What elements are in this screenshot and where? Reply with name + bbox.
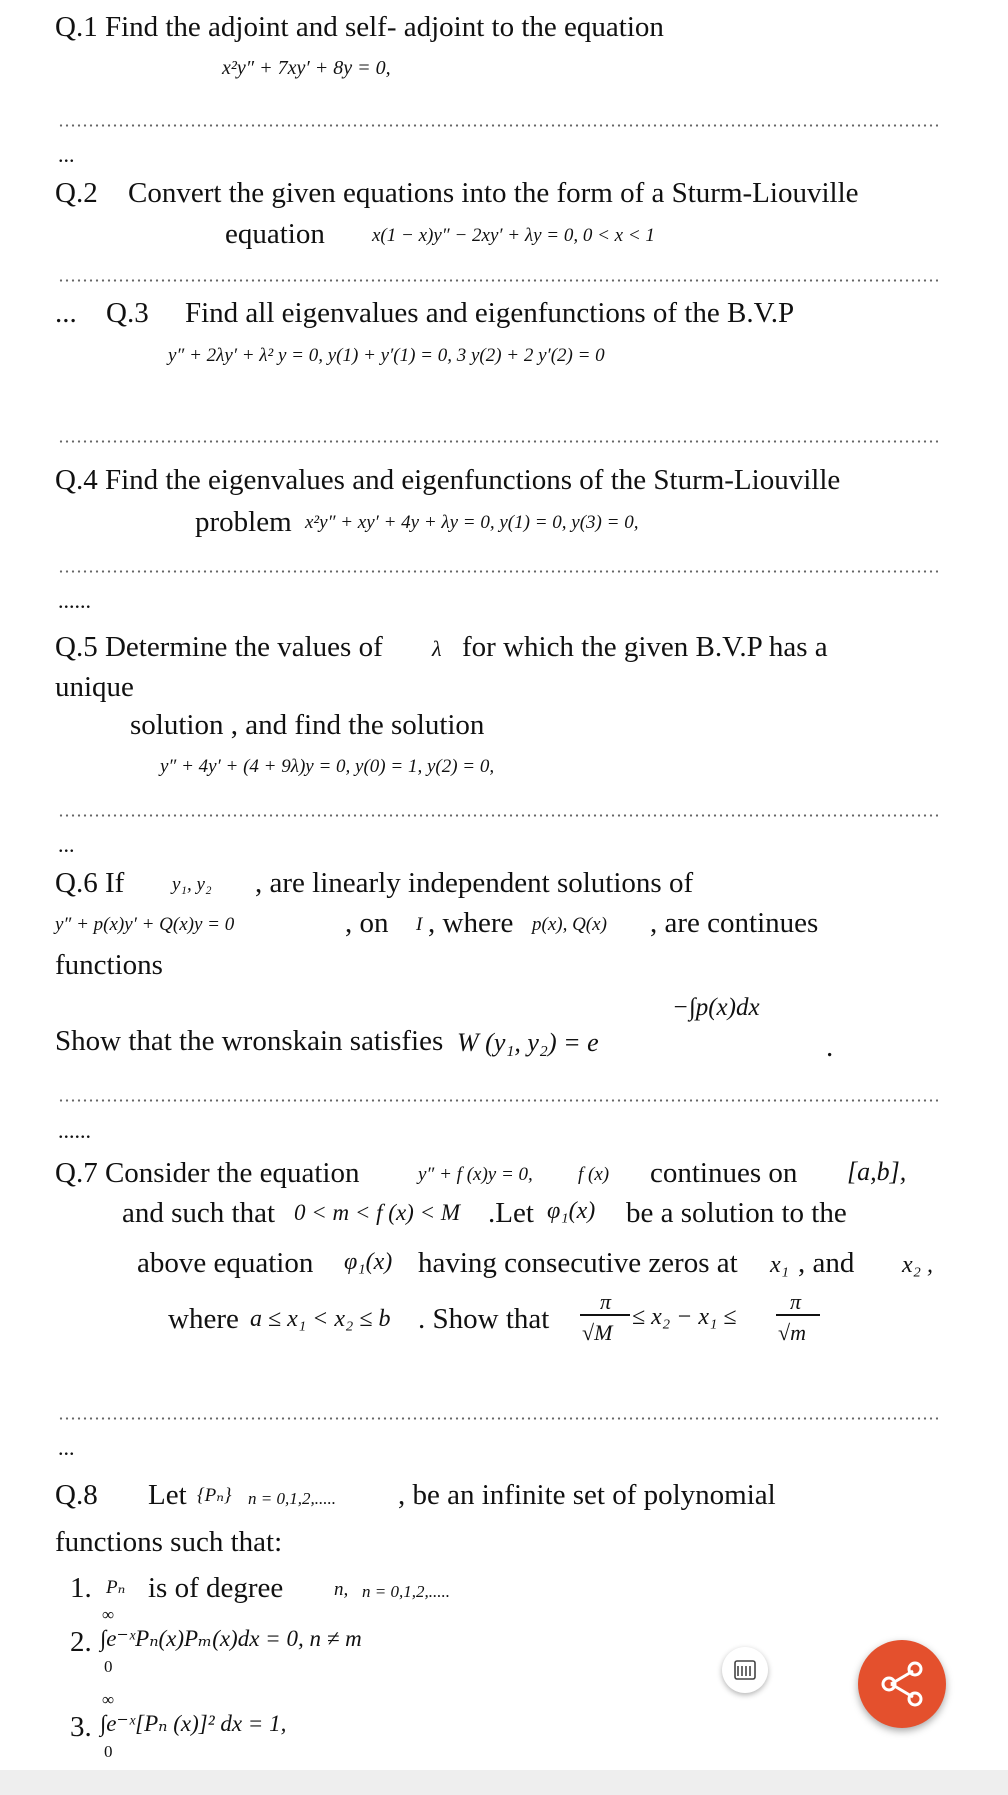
q7-line2-b: .Let bbox=[488, 1197, 534, 1229]
q8-item2-upper: ∞ bbox=[102, 1605, 115, 1624]
list-button[interactable] bbox=[722, 1647, 768, 1693]
separator-tail: ...... bbox=[58, 1118, 91, 1143]
q3-label: Q.3 bbox=[106, 297, 149, 329]
q7-interval: [a,b], bbox=[847, 1157, 907, 1186]
q8-item3-num: 3. bbox=[70, 1711, 92, 1743]
q8-text-a: Let bbox=[148, 1479, 187, 1511]
q7-phi-2: φ₁(x) bbox=[344, 1249, 393, 1275]
q6-vars: y₁, y₂ bbox=[172, 874, 212, 895]
q2-equation: x(1 − x)y″ − 2xy′ + λy = 0, 0 < x < 1 bbox=[372, 225, 655, 246]
separator bbox=[58, 124, 938, 127]
q7-text-a: Q.7 Consider the equation bbox=[55, 1157, 360, 1189]
q6-text-3: Show that the wronskain satisfies bbox=[55, 1025, 444, 1057]
q8-index: n = 0,1,2,..... bbox=[248, 1489, 336, 1508]
q5-text-b: for which the given B.V.P has a bbox=[462, 631, 828, 663]
q6-wronskian: W (y₁, y₂) = e bbox=[457, 1028, 599, 1057]
q8-item2-num: 2. bbox=[70, 1626, 92, 1658]
q7-sqrt-m: √m bbox=[778, 1320, 806, 1345]
q8-item2-lower: 0 bbox=[104, 1657, 113, 1676]
q7-x2: x₂ , bbox=[902, 1252, 933, 1278]
list-icon bbox=[722, 1647, 768, 1693]
q3-prefix: ... bbox=[55, 297, 77, 329]
q8-item1-n: n, bbox=[334, 1579, 349, 1600]
q4-text-2: problem bbox=[195, 506, 292, 538]
q8-item2-integral: ∫e⁻ˣPₙ(x)Pₘ(x)dx = 0, n ≠ m bbox=[100, 1626, 362, 1651]
q6-period: . bbox=[826, 1031, 834, 1063]
q8-item3-lower: 0 bbox=[104, 1742, 113, 1761]
q7-inequality: 0 < m < f (x) < M bbox=[294, 1200, 460, 1225]
q8-item3-integral: ∫e⁻ˣ[Pₙ (x)]² dx = 1, bbox=[100, 1711, 287, 1736]
q7-equation: y″ + f (x)y = 0, bbox=[418, 1164, 533, 1185]
q8-item1-p: Pₙ bbox=[106, 1577, 126, 1598]
q7-pi-right: π bbox=[790, 1289, 802, 1314]
q6-text-2: functions bbox=[55, 949, 163, 981]
q7-line4-a: where bbox=[168, 1303, 239, 1335]
separator-tail: ... bbox=[58, 832, 75, 857]
q8-set: {Pₙ} bbox=[197, 1485, 232, 1506]
q8-item1-num: 1. bbox=[70, 1572, 92, 1604]
q3-text: Find all eigenvalues and eigenfunctions of the B.V.P bbox=[185, 297, 795, 329]
q5-text-2: unique bbox=[55, 671, 134, 703]
q7-f: f (x) bbox=[578, 1164, 610, 1185]
q6-text-c: , on bbox=[345, 907, 389, 939]
q8-text-2: functions such that: bbox=[55, 1526, 283, 1558]
q7-line4-b: . Show that bbox=[418, 1303, 550, 1335]
q6-funcs: p(x), Q(x) bbox=[532, 914, 607, 935]
q8-item1-text: is of degree bbox=[148, 1572, 284, 1604]
q6-wronskian-exponent: −∫p(x)dx bbox=[672, 994, 760, 1021]
separator bbox=[58, 1099, 938, 1102]
q6-interval: I bbox=[416, 914, 423, 935]
separator bbox=[58, 814, 938, 817]
q3-equation: y″ + 2λy′ + λ² y = 0, y(1) + y′(1) = 0, 3 y(2) + 2 y′(2) = 0 bbox=[168, 345, 605, 366]
q6-text-b: , are linearly independent solutions of bbox=[255, 867, 694, 899]
separator bbox=[58, 570, 938, 573]
separator-tail: ... bbox=[58, 142, 75, 167]
q7-line3-c: , and bbox=[798, 1247, 855, 1279]
q2-label: Q.2 bbox=[55, 177, 98, 209]
q7-line3-a: above equation bbox=[137, 1247, 314, 1279]
q5-lambda: λ bbox=[432, 636, 442, 661]
q4-equation: x²y″ + xy′ + 4y + λy = 0, y(1) = 0, y(3) = 0, bbox=[305, 512, 639, 533]
q7-sqrt-M: √M bbox=[582, 1320, 613, 1345]
q2-text: Convert the given equations into the form of a Sturm-Liouville bbox=[128, 177, 859, 209]
share-button[interactable] bbox=[858, 1640, 946, 1728]
fraction-bar bbox=[580, 1314, 630, 1316]
bottom-bar bbox=[0, 1770, 1008, 1795]
share-icon bbox=[858, 1640, 946, 1728]
separator-tail: ... bbox=[58, 1435, 75, 1460]
q7-pi-left: π bbox=[600, 1289, 612, 1314]
q6-equation: y″ + p(x)y′ + Q(x)y = 0 bbox=[55, 914, 235, 935]
q7-middle: ≤ x₂ − x₁ ≤ bbox=[632, 1304, 737, 1330]
separator bbox=[58, 279, 938, 282]
q7-x1: x₁ bbox=[770, 1252, 789, 1278]
q6-label: Q.6 If bbox=[55, 867, 125, 899]
q1-text: Q.1 Find the adjoint and self- adjoint to the equation bbox=[55, 11, 664, 43]
q7-line2-a: and such that bbox=[122, 1197, 276, 1229]
q4-text: Q.4 Find the eigenvalues and eigenfunctions of the Sturm-Liouville bbox=[55, 464, 841, 496]
separator-tail: ...... bbox=[58, 588, 91, 613]
q7-text-b: continues on bbox=[650, 1157, 798, 1189]
separator bbox=[58, 440, 938, 443]
q5-text-3: solution , and find the solution bbox=[130, 709, 485, 741]
q8-item1-range: n = 0,1,2,..... bbox=[362, 1582, 450, 1601]
q1-equation: x²y″ + 7xy′ + 8y = 0, bbox=[222, 57, 391, 79]
q8-text-b: , be an infinite set of polynomial bbox=[398, 1479, 776, 1511]
q6-text-d: , where bbox=[428, 907, 514, 939]
q7-condition: a ≤ x₁ < x₂ ≤ b bbox=[250, 1306, 391, 1332]
q5-text-a: Q.5 Determine the values of bbox=[55, 631, 383, 663]
q2-text-2: equation bbox=[225, 218, 325, 250]
separator bbox=[58, 1417, 938, 1420]
q5-equation: y″ + 4y′ + (4 + 9λ)y = 0, y(0) = 1, y(2) = 0, bbox=[160, 756, 495, 777]
q7-phi: φ₁(x) bbox=[547, 1198, 596, 1224]
q8-label: Q.8 bbox=[55, 1479, 98, 1511]
q8-item3-upper: ∞ bbox=[102, 1690, 115, 1709]
q7-line3-b: having consecutive zeros at bbox=[418, 1247, 738, 1279]
q6-text-e: , are continues bbox=[650, 907, 819, 939]
q7-line2-c: be a solution to the bbox=[626, 1197, 847, 1229]
fraction-bar bbox=[776, 1314, 820, 1316]
